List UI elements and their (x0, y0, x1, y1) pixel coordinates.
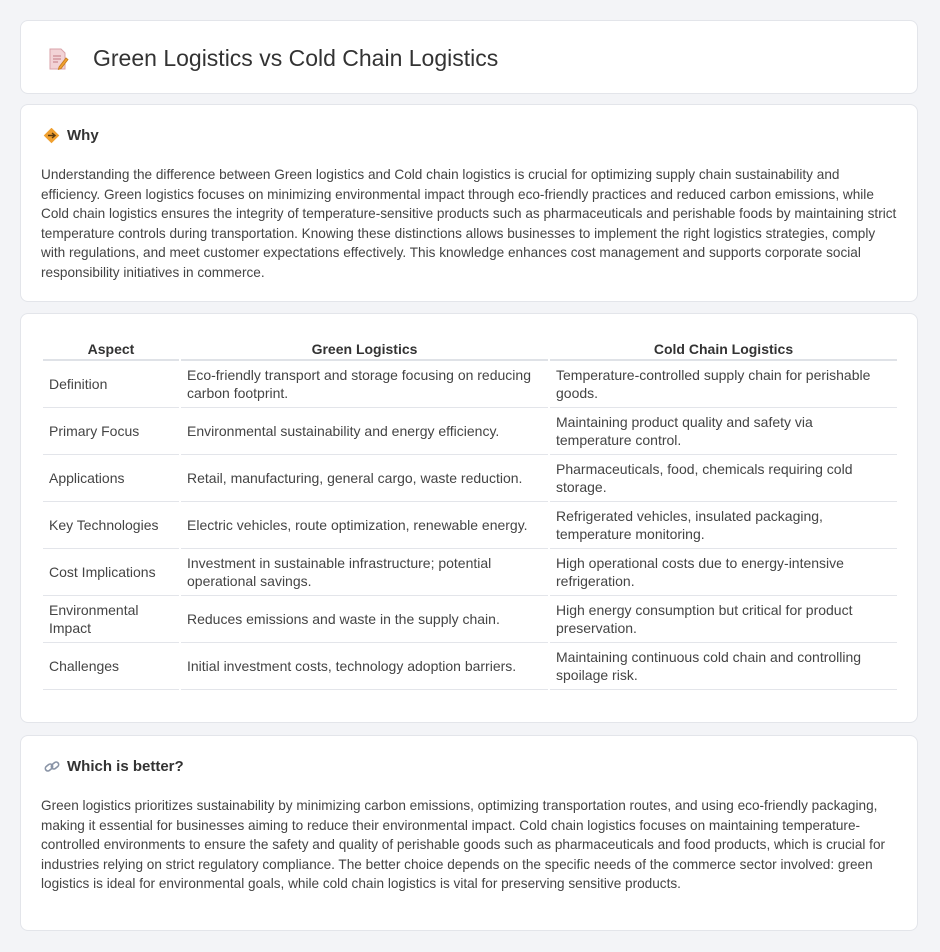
table-row (43, 361, 897, 408)
cold-cell: Maintaining product quality and safety via temperature control. (550, 408, 897, 455)
cold-cell: Maintaining continuous cold chain and controlling spoilage risk. (550, 643, 897, 690)
link-icon (43, 759, 61, 775)
green-cell: Reduces emissions and waste in the supply chain. (181, 596, 548, 643)
table-row (43, 549, 897, 596)
which-is-better-text: Green logistics prioritizes sustainability by minimizing carbon emissions, optimizing transportation routes, and using eco-friendly packaging, making it essential for businesses aiming to reduce their environmental impact. Cold chain logistics focuses on maintaining temperature-controlled environments to ensure the safety and quality of perishable goods such as pharmaceuticals and food products, which is crucial for industries relying on strict regulatory compliance. The better choice depends on the specific needs of the commerce sector involved: green logistics is ideal for environmental goals, while cold chain logistics is vital for preserving sensitive products. (41, 798, 886, 891)
table-row (43, 596, 897, 643)
header-card (20, 20, 918, 94)
header-aspect: Aspect (43, 334, 179, 361)
table-row (43, 455, 897, 502)
aspect-cell: Cost Implications (43, 549, 179, 596)
why-text: Understanding the difference between Green logistics and Cold chain logistics is crucial for optimizing supply chain sustainability and efficiency. Green logistics focuses on minimizing environmental impact through eco-friendly practices and reduced carbon emissions, while Cold chain logistics ensures the integrity of temperature-sensitive products such as pharmaceuticals and perishable foods by maintaining strict temperature controls during transportation. Knowing these distinctions allows businesses to implement the right logistics strategies, comply with regulations, and meet customer expectations effectively. This knowledge enhances cost management and supports corporate social responsibility initiatives in commerce. (41, 167, 897, 280)
header-cold-chain-logistics: Cold Chain Logistics (550, 334, 897, 361)
which-is-better-title: Which is better? (67, 758, 184, 775)
diamond-arrows-icon (43, 128, 61, 144)
aspect-cell: Primary Focus (43, 408, 179, 455)
aspect-cell: Environmental Impact (43, 596, 179, 643)
green-cell: Eco-friendly transport and storage focusing on reducing carbon footprint. (181, 361, 548, 408)
table-row (43, 408, 897, 455)
green-cell: Initial investment costs, technology adoption barriers. (181, 643, 548, 690)
green-cell: Electric vehicles, route optimization, renewable energy. (181, 502, 548, 549)
aspect-cell: Applications (43, 455, 179, 502)
page-title: Green Logistics vs Cold Chain Logistics (93, 45, 499, 71)
aspect-cell: Challenges (43, 643, 179, 690)
cold-cell: Temperature-controlled supply chain for perishable goods. (550, 361, 897, 408)
document-pencil-icon (47, 47, 69, 71)
why-title: Why (67, 127, 99, 144)
green-cell: Investment in sustainable infrastructure; potential operational savings. (181, 549, 548, 596)
green-cell: Retail, manufacturing, general cargo, waste reduction. (181, 455, 548, 502)
cold-cell: Pharmaceuticals, food, chemicals requiring cold storage. (550, 455, 897, 502)
table-row (43, 502, 897, 549)
comparison-table (41, 334, 899, 690)
which-is-better-section (20, 735, 918, 931)
why-section (20, 104, 918, 302)
cold-cell: High operational costs due to energy-intensive refrigeration. (550, 549, 897, 596)
table-row (43, 643, 897, 690)
table-header-row (43, 334, 897, 361)
aspect-cell: Key Technologies (43, 502, 179, 549)
cold-cell: Refrigerated vehicles, insulated packaging, temperature monitoring. (550, 502, 897, 549)
header-green-logistics: Green Logistics (181, 334, 548, 361)
cold-cell: High energy consumption but critical for product preservation. (550, 596, 897, 643)
aspect-cell: Definition (43, 361, 179, 408)
comparison-table-card (20, 313, 918, 723)
green-cell: Environmental sustainability and energy efficiency. (181, 408, 548, 455)
